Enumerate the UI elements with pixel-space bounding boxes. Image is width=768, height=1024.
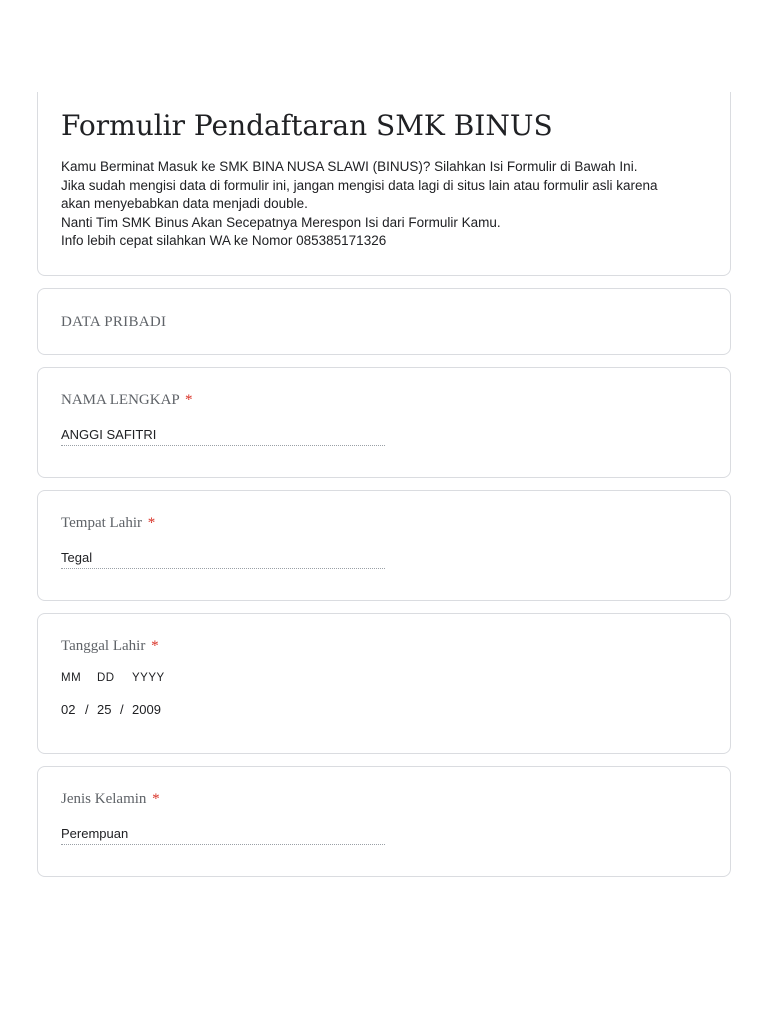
form-description-line: Nanti Tim SMK Binus Akan Secepatnya Merespon Isi dari Formulir Kamu. [61, 214, 501, 230]
form-description-line: Jika sudah mengisi data di formulir ini, jangan mengisi data lagi di situs lain atau formulir asli karena [61, 177, 658, 193]
question-card-nama-lengkap [37, 367, 731, 478]
required-asterisk: * [151, 638, 159, 654]
answer-jenis-kelamin[interactable]: Perempuan [61, 824, 385, 845]
required-asterisk: * [184, 392, 193, 408]
date-field-headings [61, 670, 165, 686]
question-label-text: Tempat Lahir [61, 515, 142, 531]
form-description-line: Info lebih cepat silahkan WA ke Nomor 085385171326 [61, 233, 387, 248]
question-label [61, 513, 155, 533]
question-card-tempat-lahir [37, 490, 731, 601]
section-header-card [37, 288, 731, 355]
date-separator: / [120, 702, 124, 717]
form-description-line: akan menyebabkan data menjadi double. [61, 196, 308, 211]
question-label-text: Jenis Kelamin [61, 791, 147, 807]
day-heading: DD [97, 672, 115, 684]
question-label [61, 789, 160, 809]
form-description [61, 158, 711, 251]
question-label [61, 636, 159, 656]
form-description-line: Kamu Berminat Masuk ke SMK BINA NUSA SLAWI (BINUS)? Silahkan Isi Formulir di Bawah Ini. [61, 159, 638, 174]
question-label-text: NAMA LENGKAP [61, 392, 180, 408]
year-value[interactable]: 2009 [132, 702, 161, 717]
question-label-text: Tanggal Lahir [61, 638, 146, 654]
section-title: DATA PRIBADI [61, 314, 167, 330]
date-separator: / [85, 702, 89, 717]
required-asterisk: * [152, 791, 160, 807]
form-title: Formulir Pendaftaran SMK BINUS [61, 109, 553, 142]
month-heading: MM [61, 672, 82, 684]
question-card-jenis-kelamin [37, 766, 731, 877]
year-heading: YYYY [132, 672, 165, 684]
form-header-card [37, 92, 731, 276]
date-field-values [61, 701, 161, 719]
day-value[interactable]: 25 [97, 702, 112, 717]
answer-tempat-lahir[interactable]: Tegal [61, 548, 385, 569]
answer-nama-lengkap[interactable]: ANGGI SAFITRI [61, 425, 385, 446]
required-asterisk: * [147, 515, 156, 531]
question-card-tanggal-lahir [37, 613, 731, 754]
question-label [61, 390, 192, 410]
month-value[interactable]: 02 [61, 702, 76, 717]
